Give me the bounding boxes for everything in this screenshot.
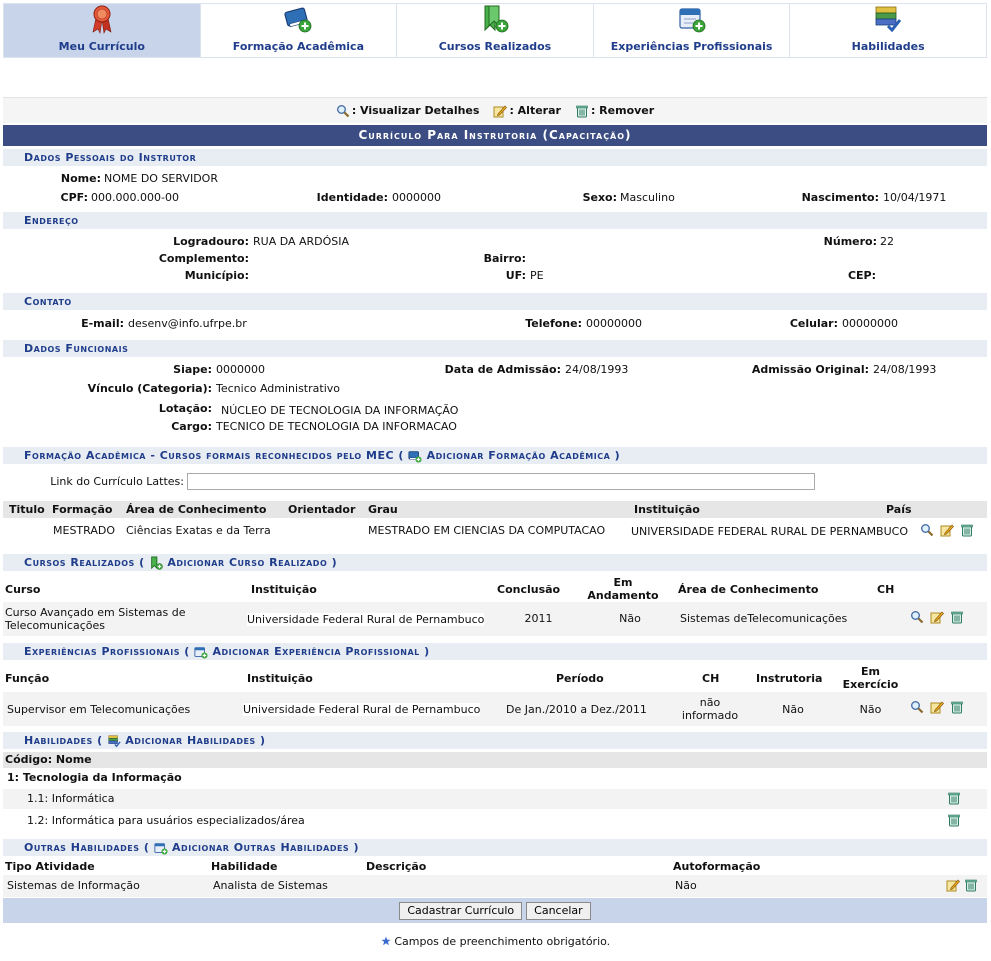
icon-legend xyxy=(3,97,987,123)
th-habilidade: Habilidade xyxy=(211,860,278,873)
tipo-cell: Sistemas de Informação xyxy=(7,879,140,892)
section-experiencias xyxy=(3,643,987,660)
curriculo-form xyxy=(3,125,987,923)
th-titulo: Titulo xyxy=(9,503,45,516)
legend-view xyxy=(336,104,480,118)
ch-cell: não informado xyxy=(681,696,739,722)
legend-edit xyxy=(493,104,561,118)
sexo-value: Masculino xyxy=(620,191,675,204)
logradouro-label: Logradouro: xyxy=(173,235,249,248)
tab-habilidades[interactable] xyxy=(790,4,986,57)
table-row xyxy=(3,692,987,726)
edit-icon xyxy=(493,104,507,118)
row-actions xyxy=(910,700,964,714)
uf-value: PE xyxy=(530,269,544,282)
complemento-label: Complemento: xyxy=(158,252,249,265)
habilidade-group-label: 1: Tecnologia da Informação xyxy=(7,771,182,784)
outras-title: Outras Habilidades ( xyxy=(24,841,150,854)
form-actions xyxy=(3,898,987,923)
nome-label: Nome: xyxy=(60,172,101,185)
admissao-value: 24/08/1993 xyxy=(565,363,629,376)
trash-icon[interactable] xyxy=(950,610,964,624)
edit-icon[interactable] xyxy=(940,523,954,537)
tab-bar xyxy=(3,3,987,58)
star-icon xyxy=(381,936,391,946)
identidade-label: Identidade: xyxy=(316,191,388,204)
trash-icon[interactable] xyxy=(947,813,961,827)
edit-icon[interactable] xyxy=(946,878,960,892)
row-actions xyxy=(946,878,978,892)
cadastrar-curriculo-button[interactable]: Cadastrar Currículo xyxy=(399,902,522,920)
tab-label: Formação Acadêmica xyxy=(232,40,364,53)
area-cell: Sistemas deTelecomunicações xyxy=(680,612,848,625)
image-add-icon xyxy=(154,841,168,855)
cep-label: CEP: xyxy=(847,269,876,282)
required-note-text: Campos de preenchimento obrigatório. xyxy=(394,935,611,948)
tab-cursos-realizados[interactable] xyxy=(397,4,594,57)
nascimento-label: Nascimento: xyxy=(801,191,879,204)
edit-icon[interactable] xyxy=(930,610,944,624)
instituicao-cell: UNIVERSIDADE FEDERAL RURAL DE PERNAMBUCO xyxy=(631,525,908,538)
section-cursos-realizados xyxy=(3,554,987,571)
habilidade-cell: Analista de Sistemas xyxy=(213,879,328,892)
tab-formacao-academica[interactable] xyxy=(201,4,398,57)
celular-label: Celular: xyxy=(789,317,838,330)
add-outras-link[interactable]: Adicionar Outras Habilidades xyxy=(172,841,350,854)
instituicao-cell: Universidade Federal Rural de Pernambuco xyxy=(243,703,481,716)
outras-table-header xyxy=(3,859,987,874)
section-dados-funcionais: Dados Funcionais xyxy=(3,340,987,357)
experiencias-close: ) xyxy=(424,645,430,658)
municipio-label: Município: xyxy=(184,269,249,282)
th-conclusao: Conclusão xyxy=(497,583,561,596)
vinculo-value: Tecnico Administrativo xyxy=(216,382,340,395)
trash-icon[interactable] xyxy=(947,791,961,805)
section-contato: Contato xyxy=(3,293,987,310)
row-actions xyxy=(910,610,964,624)
add-habilidades-link[interactable]: Adicionar Habilidades xyxy=(125,734,256,747)
th-periodo: Período xyxy=(556,672,604,685)
lattes-input[interactable] xyxy=(187,473,815,490)
table-row xyxy=(3,519,987,545)
identidade-value: 0000000 xyxy=(392,191,441,204)
exercicio-cell: Não xyxy=(859,703,882,716)
cpf-value: 000.000.000-00 xyxy=(91,191,179,204)
celular-value: 00000000 xyxy=(842,317,898,330)
tab-experiencias-profissionais[interactable] xyxy=(594,4,791,57)
book-add-icon xyxy=(283,4,313,34)
table-row xyxy=(3,602,987,636)
add-experiencia-link[interactable]: Adicionar Experiência Profissional xyxy=(212,645,420,658)
magnifier-icon[interactable] xyxy=(910,610,924,624)
conclusao-cell: 2011 xyxy=(524,612,553,625)
tab-meu-curriculo[interactable] xyxy=(4,4,201,57)
trash-icon xyxy=(575,104,589,118)
logradouro-value: RUA DA ARDÓSIA xyxy=(253,235,350,248)
calendar-add-icon xyxy=(677,4,707,34)
habilidades-table-header xyxy=(3,752,987,768)
th-ch: CH xyxy=(877,583,895,596)
email-label: E-mail: xyxy=(81,317,124,330)
certificate-add-icon xyxy=(149,556,163,570)
th-area: Área de Conhecimento xyxy=(126,503,267,516)
edit-icon[interactable] xyxy=(930,700,944,714)
cargo-label: Cargo: xyxy=(171,420,212,433)
cancel-button[interactable]: Cancelar xyxy=(526,902,591,920)
ribbon-icon xyxy=(87,4,117,34)
habilidade-item-label: 1.2: Informática para usuários especializados/área xyxy=(27,814,305,827)
book-add-icon xyxy=(408,449,422,463)
section-formacao-academica xyxy=(3,447,987,464)
add-formacao-link[interactable]: Adicionar Formação Acadêmica xyxy=(426,449,611,462)
form-caption: Currículo Para Instrutoria (Capacitação) xyxy=(3,125,987,146)
required-note xyxy=(0,935,991,948)
grau-cell: MESTRADO EM CIENCIAS DA COMPUTACAO xyxy=(368,524,606,537)
periodo-cell: De Jan./2010 a Dez./2011 xyxy=(506,703,647,716)
andamento-cell: Não xyxy=(619,612,641,625)
instrutoria-cell: Não xyxy=(782,703,804,716)
magnifier-icon[interactable] xyxy=(920,523,934,537)
th-ch: CH xyxy=(702,672,720,685)
formacao-table-header xyxy=(3,501,987,518)
th-funcao: Função xyxy=(5,672,50,685)
funcao-cell: Supervisor em Telecomunicações xyxy=(7,703,191,716)
numero-label: Número: xyxy=(823,235,877,248)
section-endereco: Endereço xyxy=(3,212,987,229)
tab-label: Experiências Profissionais xyxy=(610,40,773,53)
area-cell: Ciências Exatas e da Terra xyxy=(126,524,271,537)
habilidades-close: ) xyxy=(260,734,266,747)
legend-edit-label: : Alterar xyxy=(509,104,561,117)
nascimento-value: 10/04/1971 xyxy=(883,191,947,204)
tab-label: Habilidades xyxy=(851,40,925,53)
section-dados-pessoais: Dados Pessoais do Instrutor xyxy=(3,149,987,166)
numero-value: 22 xyxy=(880,235,894,248)
th-area: Área de Conhecimento xyxy=(678,583,819,596)
th-orientador: Orientador xyxy=(288,503,356,516)
list-item xyxy=(3,811,987,831)
vinculo-label: Vínculo (Categoria): xyxy=(87,382,212,395)
cursos-title: Cursos Realizados ( xyxy=(24,556,145,569)
curso-cell: Curso Avançado em Sistemas de Telecomunicações xyxy=(5,606,186,632)
th-autoformacao: Autoformação xyxy=(673,860,761,873)
formacao-close: ) xyxy=(614,449,621,462)
th-exercicio: Em Exercício xyxy=(842,665,899,691)
th-instituicao: Instituição xyxy=(247,672,313,685)
nome-value: NOME DO SERVIDOR xyxy=(104,172,218,185)
trash-icon[interactable] xyxy=(950,700,964,714)
section-habilidades xyxy=(3,732,987,749)
lotacao-value: NÚCLEO DE TECNOLOGIA DA INFORMAÇÃO xyxy=(221,404,459,417)
th-curso: Curso xyxy=(5,583,41,596)
th-descricao: Descrição xyxy=(366,860,427,873)
th-instrutoria: Instrutoria xyxy=(756,672,823,685)
habilidade-group xyxy=(3,770,987,788)
autoformacao-cell: Não xyxy=(675,879,697,892)
tab-label: Meu Currículo xyxy=(58,40,145,53)
add-curso-link[interactable]: Adicionar Curso Realizado xyxy=(167,556,328,569)
cursos-close: ) xyxy=(331,556,338,569)
cpf-label: CPF: xyxy=(60,191,88,204)
magnifier-icon[interactable] xyxy=(910,700,924,714)
email-value: desenv@info.ufrpe.br xyxy=(128,317,247,330)
th-pais: País xyxy=(886,503,912,516)
siape-label: Siape: xyxy=(173,363,212,376)
books-check-icon xyxy=(107,734,121,748)
formacao-cell: MESTRADO xyxy=(53,524,115,537)
habilidades-title: Habilidades ( xyxy=(24,734,103,747)
formacao-title: Formação Acadêmica - Cursos formais reconhecidos pelo MEC ( xyxy=(24,449,404,462)
telefone-label: Telefone: xyxy=(525,317,582,330)
tab-label: Cursos Realizados xyxy=(438,40,552,53)
uf-label: UF: xyxy=(505,269,526,282)
th-formacao: Formação xyxy=(52,503,113,516)
cursos-table-header xyxy=(3,574,987,601)
habilidade-item-label: 1.1: Informática xyxy=(27,792,115,805)
telefone-value: 00000000 xyxy=(586,317,642,330)
calendar-add-icon xyxy=(194,645,208,659)
list-item xyxy=(3,789,987,809)
lattes-label: Link do Currículo Lattes: xyxy=(50,475,184,488)
certificate-add-icon xyxy=(480,4,510,34)
th-andamento: Em Andamento xyxy=(587,576,659,602)
th-tipo: Tipo Atividade xyxy=(5,860,95,873)
section-outras-habilidades xyxy=(3,839,987,856)
instituicao-cell: Universidade Federal Rural de Pernambuco xyxy=(247,613,485,626)
magnifier-icon xyxy=(336,104,350,118)
legend-remove xyxy=(575,104,654,118)
cargo-value: TECNICO DE TECNOLOGIA DA INFORMACAO xyxy=(216,420,457,433)
th-instituicao: Instituição xyxy=(251,583,317,596)
th-grau: Grau xyxy=(368,503,398,516)
row-actions xyxy=(920,523,974,537)
legend-view-label: : Visualizar Detalhes xyxy=(351,104,480,117)
table-row xyxy=(3,875,987,897)
admissao-label: Data de Admissão: xyxy=(444,363,561,376)
outras-close: ) xyxy=(353,841,360,854)
experiencias-title: Experiências Profissionais ( xyxy=(24,645,190,658)
admissao-original-value: 24/08/1993 xyxy=(873,363,937,376)
trash-icon[interactable] xyxy=(964,878,978,892)
admissao-original-label: Admissão Original: xyxy=(751,363,869,376)
sexo-label: Sexo: xyxy=(582,191,617,204)
experiencias-table-header xyxy=(3,663,987,691)
trash-icon[interactable] xyxy=(960,523,974,537)
bairro-label: Bairro: xyxy=(483,252,526,265)
books-check-icon xyxy=(873,4,903,34)
th-instituicao: Instituição xyxy=(634,503,700,516)
th-codigo-nome: Código: Nome xyxy=(5,753,92,766)
lotacao-label: Lotação: xyxy=(158,402,212,415)
siape-value: 0000000 xyxy=(216,363,265,376)
legend-remove-label: : Remover xyxy=(590,104,655,117)
